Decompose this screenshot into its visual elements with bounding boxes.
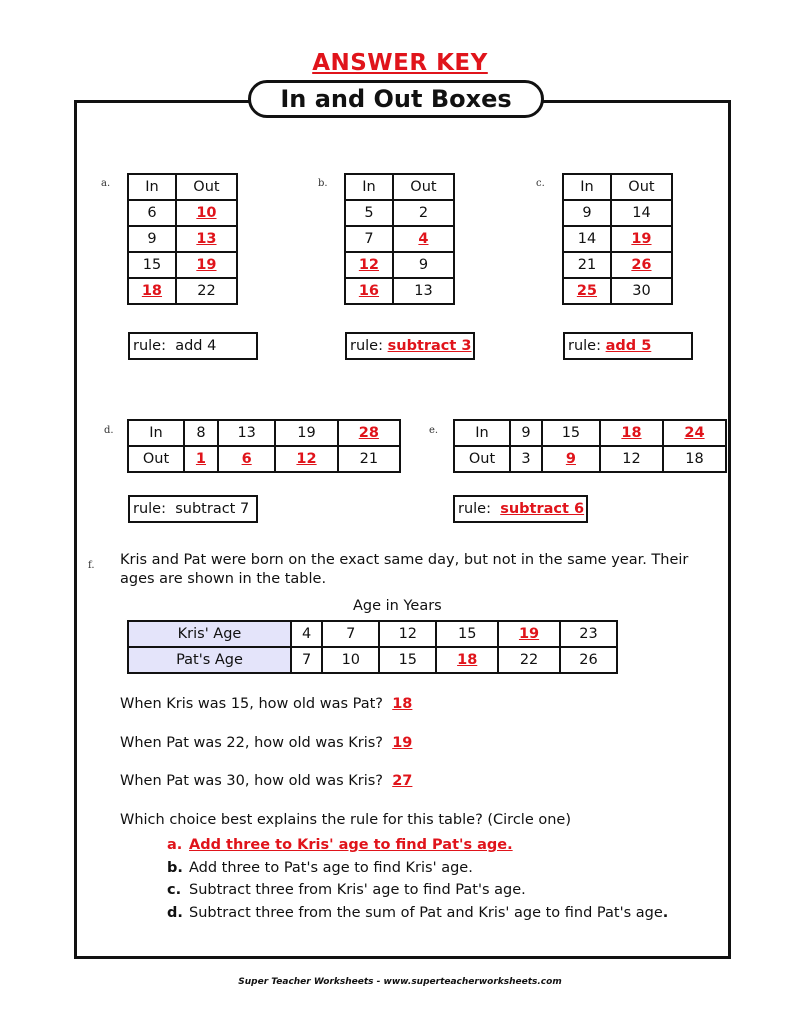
- question-answer: 19: [392, 735, 413, 751]
- answer-cell: 28: [338, 420, 400, 446]
- answer-cell: 9: [542, 446, 600, 472]
- rule-value: subtract 7: [175, 501, 250, 517]
- problem-c-rule: [563, 332, 693, 360]
- header-out: Out: [393, 174, 454, 200]
- problem-c-table: [562, 173, 673, 305]
- question-answer: 18: [392, 696, 413, 712]
- problem-a-table: [127, 173, 238, 305]
- cell: 13: [218, 420, 275, 446]
- cell: 9: [510, 420, 542, 446]
- cell: 14: [563, 226, 611, 252]
- cell: 23: [560, 621, 617, 647]
- answer-cell: 19: [498, 621, 560, 647]
- cell: 9: [393, 252, 454, 278]
- answer-cell: 25: [563, 278, 611, 304]
- cell: 22: [176, 278, 237, 304]
- answer-cell: 6: [218, 446, 275, 472]
- problem-e-letter: e.: [429, 425, 439, 436]
- cell: 19: [275, 420, 337, 446]
- rule-prefix: rule:: [133, 338, 166, 354]
- rule-value: subtract 3: [387, 338, 472, 354]
- cell: 15: [128, 252, 176, 278]
- question-text: When Kris was 15, how old was Pat?: [120, 696, 383, 712]
- cell: 7: [291, 647, 322, 673]
- cell: 21: [338, 446, 400, 472]
- question-answer: 27: [392, 773, 413, 789]
- cell: 18: [663, 446, 726, 472]
- answer-cell: 10: [176, 200, 237, 226]
- cell: 3: [510, 446, 542, 472]
- choice-c: [167, 882, 526, 898]
- header-in: In: [128, 174, 176, 200]
- answer-cell: 18: [600, 420, 663, 446]
- problem-d-letter: d.: [104, 425, 114, 436]
- header-out: Out: [128, 446, 184, 472]
- worksheet-title: In and Out Boxes: [248, 80, 544, 118]
- cell: 8: [184, 420, 218, 446]
- cell: 12: [379, 621, 436, 647]
- problem-b-letter: b.: [318, 178, 328, 189]
- question-text: When Pat was 22, how old was Kris?: [120, 735, 383, 751]
- cell: 12: [600, 446, 663, 472]
- choice-letter: c.: [167, 882, 182, 898]
- problem-f-intro-line2: ages are shown in the table.: [120, 571, 327, 587]
- question-text: When Pat was 30, how old was Kris?: [120, 773, 383, 789]
- problem-e-table: [453, 419, 727, 473]
- question-4: Which choice best explains the rule for this table? (Circle one): [120, 812, 571, 828]
- problem-c-letter: c.: [536, 178, 545, 189]
- answer-cell: 26: [611, 252, 672, 278]
- choice-a: [167, 837, 513, 853]
- cell: 15: [542, 420, 600, 446]
- rule-value: subtract 6: [500, 501, 585, 517]
- header-in: In: [345, 174, 393, 200]
- choice-period: .: [662, 905, 669, 921]
- cell: 10: [322, 647, 379, 673]
- answer-cell: 12: [345, 252, 393, 278]
- choice-d: [167, 905, 668, 921]
- age-table: [127, 620, 618, 674]
- cell: 13: [393, 278, 454, 304]
- rule-value: add 4: [175, 338, 217, 354]
- cell: 4: [291, 621, 322, 647]
- header-in: In: [128, 420, 184, 446]
- answer-cell: 24: [663, 420, 726, 446]
- header-in: In: [563, 174, 611, 200]
- answer-key-heading: ANSWER KEY: [312, 50, 488, 76]
- answer-cell: 18: [128, 278, 176, 304]
- answer-cell: 1: [184, 446, 218, 472]
- header-out: Out: [454, 446, 510, 472]
- cell: 26: [560, 647, 617, 673]
- problem-f-intro-line1: Kris and Pat were born on the exact same day, but not in the same year. Their: [120, 552, 689, 568]
- problem-f-letter: f.: [88, 560, 95, 571]
- cell: 7: [322, 621, 379, 647]
- choice-text: Add three to Kris' age to find Pat's age.: [189, 837, 513, 853]
- answer-cell: 12: [275, 446, 337, 472]
- answer-cell: 13: [176, 226, 237, 252]
- cell: 9: [563, 200, 611, 226]
- cell: 9: [128, 226, 176, 252]
- cell: 2: [393, 200, 454, 226]
- cell: 22: [498, 647, 560, 673]
- header-out: Out: [176, 174, 237, 200]
- problem-a-letter: a.: [101, 178, 111, 189]
- choice-text: Subtract three from Kris' age to find Pat's age.: [189, 882, 526, 898]
- answer-cell: 18: [436, 647, 498, 673]
- problem-b-table: [344, 173, 455, 305]
- question-1: [120, 696, 412, 712]
- rule-value: add 5: [605, 338, 652, 354]
- cell: 6: [128, 200, 176, 226]
- cell: 7: [345, 226, 393, 252]
- choice-letter: d.: [167, 905, 183, 921]
- problem-d-rule: [128, 495, 258, 523]
- problem-b-rule: [345, 332, 475, 360]
- cell: 15: [436, 621, 498, 647]
- rule-prefix: rule:: [568, 338, 601, 354]
- cell: 30: [611, 278, 672, 304]
- problem-d-table: [127, 419, 401, 473]
- header-in: In: [454, 420, 510, 446]
- cell: 5: [345, 200, 393, 226]
- rule-prefix: rule:: [350, 338, 383, 354]
- choice-letter: b.: [167, 860, 183, 876]
- choice-text: Add three to Pat's age to find Kris' age.: [189, 860, 473, 876]
- question-3: [120, 773, 412, 789]
- answer-cell: 16: [345, 278, 393, 304]
- cell: 21: [563, 252, 611, 278]
- choice-b: [167, 860, 473, 876]
- question-2: [120, 735, 412, 751]
- problem-e-rule: [453, 495, 588, 523]
- header-out: Out: [611, 174, 672, 200]
- rule-prefix: rule:: [133, 501, 166, 517]
- answer-cell: 4: [393, 226, 454, 252]
- cell: 14: [611, 200, 672, 226]
- cell: 15: [379, 647, 436, 673]
- choice-text: Subtract three from the sum of Pat and Kris' age to find Pat's age: [189, 905, 663, 921]
- pat-age-label: Pat's Age: [128, 647, 291, 673]
- age-table-caption: Age in Years: [353, 598, 442, 614]
- problem-a-rule: [128, 332, 258, 360]
- answer-cell: 19: [611, 226, 672, 252]
- choice-letter: a.: [167, 837, 183, 853]
- rule-prefix: rule:: [458, 501, 491, 517]
- kris-age-label: Kris' Age: [128, 621, 291, 647]
- footer-credit: Super Teacher Worksheets - www.superteacherworksheets.com: [238, 977, 562, 987]
- answer-cell: 19: [176, 252, 237, 278]
